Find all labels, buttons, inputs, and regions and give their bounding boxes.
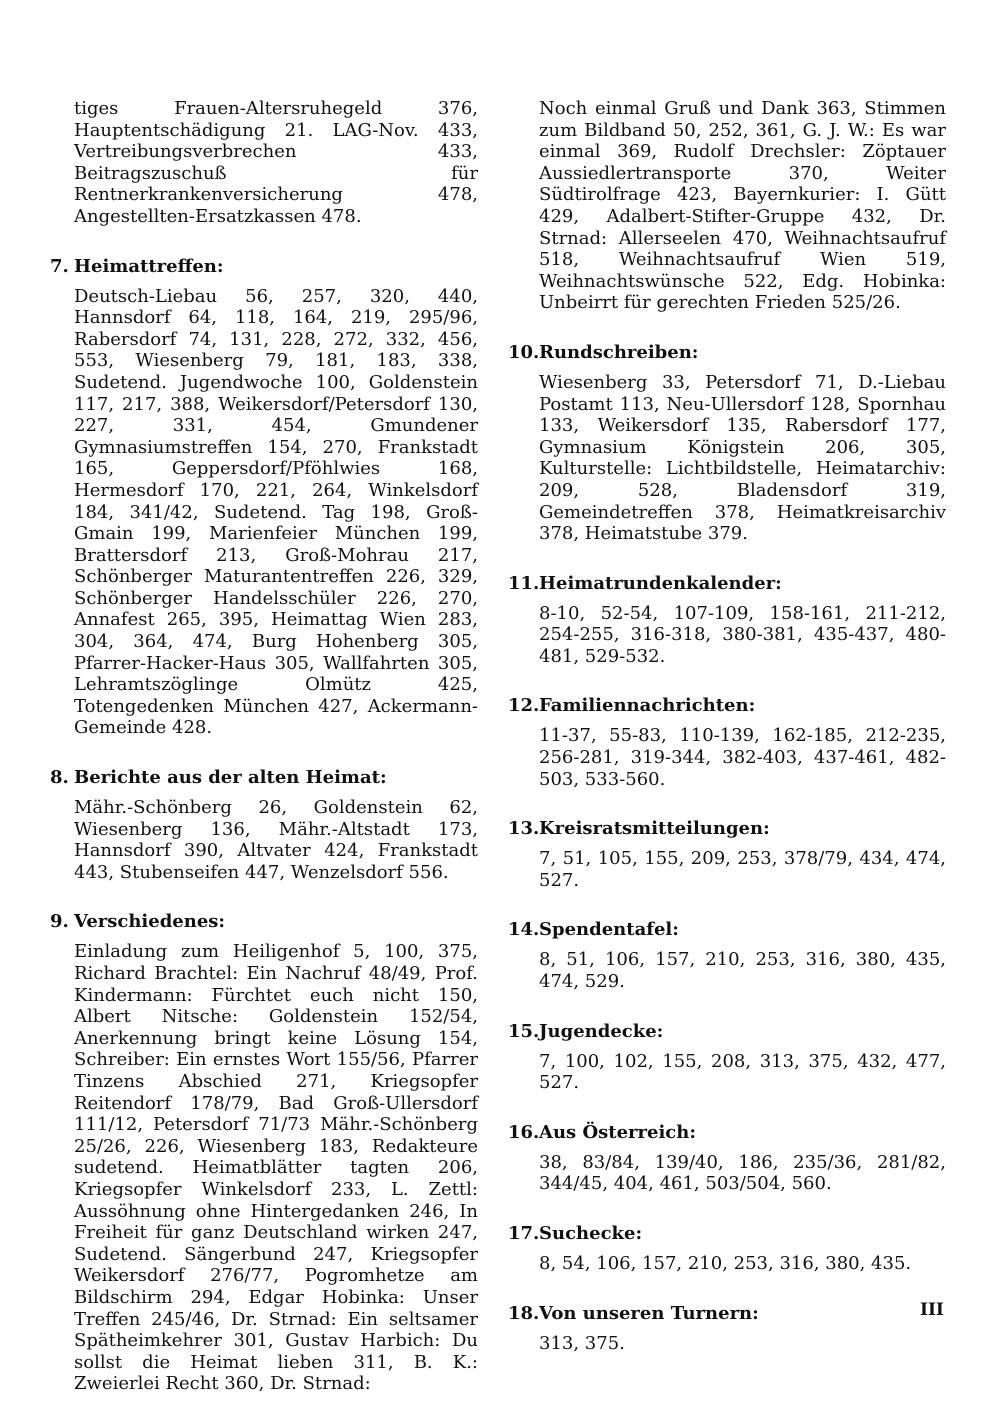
section-heading	[508, 695, 946, 717]
section-text: Einladung zum Heiligenhof 5, 100, 375, Richard Brachtel: Ein Nachruf 48/49, Prof. Kindermann: Fürchtet euch nicht 150, Albert Nitsche: Goldenstein 152/54, Anerkennung bringt keine Lösung 154, Schreiber: Ein ernstes Wort 155/56, Pfarrer Tinzens Abschied 271, Kriegsopfer Reitendorf 178/79, Bad Groß-Ullersdorf 111/12, Petersdorf 71/73 Mähr.-Schönberg 25/26, 226, Wiesenberg 183, Redakteure sudetend. Heimatblätter tagten 206, Kriegsopfer Winkelsdorf 233, L. Zettl: Aussöhnung ohne Hintergedanken 246, In Freiheit für ganz Deutschland wirken 247, Sudetend. Sängerbund 247, Kriegsopfer Weikersdorf 276/77, Pogromhetze am Bildschirm 294, Edgar Hobinka: Unser Treffen 245/46, Dr. Strnad: Ein seltsamer Spätheimkehrer 301, Gustav Harbich: Du sollst die Heimat lieben 311, B. K.: Zweierlei Recht 360, Dr. Strnad:	[74, 941, 478, 1395]
section-title: Familiennachrichten:	[539, 695, 756, 717]
section-text: 8, 54, 106, 157, 210, 253, 316, 380, 435.	[539, 1253, 912, 1274]
section-title: Verschiedenes:	[74, 911, 226, 933]
section-title: Berichte aus der alten Heimat:	[74, 767, 387, 789]
section-text: 313, 375.	[539, 1332, 625, 1354]
section-jugendecke	[508, 1021, 946, 1094]
section-text: 8, 51, 106, 157, 210, 253, 316, 380, 435, 474, 529.	[539, 949, 946, 993]
page-number: III	[920, 1300, 944, 1320]
section-heading	[508, 342, 946, 364]
section-aus-oesterreich	[508, 1122, 946, 1195]
section-heimattreffen	[50, 256, 478, 739]
section-number: 15.	[508, 1020, 540, 1042]
section-number: 13.	[508, 818, 540, 840]
section-heading	[50, 256, 478, 278]
right-column	[508, 98, 946, 1354]
section-text: 7, 100, 102, 155, 208, 313, 375, 432, 477, 527.	[539, 1050, 946, 1094]
section-text: 8-10, 52-54, 107-109, 158-161, 211-212, 254-255, 316-318, 380-381, 435-437, 480-481, 529-532.	[539, 602, 946, 667]
section-title: Von unseren Turnern:	[539, 1302, 759, 1324]
section-spendentafel	[508, 919, 946, 992]
section-turner	[508, 1303, 946, 1355]
section-title: Aus Österreich:	[539, 1121, 696, 1143]
section-heading	[508, 1122, 946, 1144]
section-title: Jugendecke:	[539, 1020, 664, 1042]
section-verschiedenes	[50, 911, 478, 1394]
section-number: 7.	[50, 255, 69, 277]
section-heading	[508, 1021, 946, 1043]
section-title: Heimattreffen:	[74, 255, 224, 277]
section-number: 8.	[50, 767, 69, 789]
section-number: 17.	[508, 1223, 540, 1244]
section-text: Mähr.-Schönberg 26, Goldenstein 62, Wiesenberg 136, Mähr.-Altstadt 173, Hannsdorf 390, Altvater 424, Frankstadt 443, Stubenseifen 447, Wenzelsdorf 556.	[74, 797, 478, 883]
section-text: 11-37, 55-83, 110-139, 162-185, 212-235, 256-281, 319-344, 382-403, 437-461, 482-503, 533-560.	[539, 725, 946, 790]
section-text: Wiesenberg 33, Petersdorf 71, D.-Liebau Postamt 113, Neu-Ullersdorf 128, Spornhau 133, Weikersdorf 135, Rabersdorf 177, Gymnasium Königstein 206, 305, Kulturstelle: Lichtbildstelle, Heimatarchiv: 209, 528, Bladensdorf 319, Gemeindetreffen 378, Heimatkreisarchiv 378, Heimatstube 379.	[539, 371, 946, 545]
section-number: 9.	[50, 911, 69, 933]
section-heading	[508, 919, 946, 941]
section-text: Deutsch-Liebau 56, 257, 320, 440, Hannsdorf 64, 118, 164, 219, 295/96, Rabersdorf 74, 131, 228, 272, 332, 456, 553, Wiesenberg 79, 181, 183, 338, Sudetend. Jugendwoche 100, Goldenstein 117, 217, 388, Weikersdorf/Petersdorf 130, 227, 331, 454, Gmundener Gymnasiumstreffen 154, 270, Frankstadt 165, Geppersdorf/Pföhlwies 168, Hermesdorf 170, 221, 264, Winkelsdorf 184, 341/42, Sudetend. Tag 198, Groß-Gmain 199, Marienfeier München 199, Brattersdorf 213, Groß-Mohrau 217, Schönberger Maturantentreffen 226, 329, Schönberger Handelsschüler 226, 270, Annafest 265, 395, Heimattag Wien 283, 304, 364, 474, Burg Hohenberg 305, Pfarrer-Hacker-Haus 305, Wallfahrten 305, Lehramtszöglinge Olmütz 425, Totengedenken München 427, Ackermann-Gemeinde 428.	[74, 285, 478, 739]
section-title: Kreisratsmitteilungen:	[539, 818, 770, 840]
section-familiennachrichten	[508, 695, 946, 790]
section-suchecke	[508, 1223, 946, 1275]
section-text: 7, 51, 105, 155, 209, 253, 378/79, 434, 474, 527.	[539, 848, 946, 891]
section-number: 11.	[508, 572, 540, 594]
left-column	[50, 98, 478, 1395]
section-rundschreiben	[508, 342, 946, 545]
section-heading	[50, 767, 478, 789]
intro-continuation: tiges Frauen-Altersruhegeld 376, Hauptentschädigung 21. LAG-Nov. 433, Vertreibungsverbrechen 433, Beitragszuschuß für Rentnerkrankenversicherung 478, Angestellten-Ersatzkassen 478.	[74, 98, 478, 227]
section-kreisratsmitteilungen	[508, 818, 946, 891]
section-heimatrundenkalender	[508, 573, 946, 668]
section-heading	[50, 911, 478, 933]
section-title: Heimatrundenkalender:	[539, 572, 782, 594]
section-berichte	[50, 767, 478, 883]
section-title: Suchecke:	[539, 1223, 643, 1244]
section-title: Rundschreiben:	[539, 341, 699, 363]
section-number: 12.	[508, 695, 540, 717]
section-heading	[508, 1223, 946, 1245]
verschiedenes-continuation: Noch einmal Gruß und Dank 363, Stimmen zum Bildband 50, 252, 361, G. J. W.: Es war einmal 369, Rudolf Drechsler: Zöptauer Aussiedlertransporte 370, Weiter Südtirolfrage 423, Bayernkurier: I. Gütt 429, Adalbert-Stifter-Gruppe 432, Dr. Strnad: Allerseelen 470, Weihnachtsaufruf 518, Weihnachtsaufruf Wien 519, Weihnachtswünsche 522, Edg. Hobinka: Unbeirrt für gerechten Frieden 525/26.	[539, 98, 946, 314]
section-number: 10.	[508, 341, 540, 363]
section-heading	[508, 573, 946, 595]
section-number: 14.	[508, 919, 540, 941]
section-text: 38, 83/84, 139/40, 186, 235/36, 281/82, 344/45, 404, 461, 503/504, 560.	[539, 1151, 946, 1195]
section-number: 18.	[508, 1302, 540, 1324]
section-heading	[508, 1303, 946, 1325]
section-title: Spendentafel:	[539, 919, 679, 941]
section-number: 16.	[508, 1121, 540, 1143]
section-heading	[508, 818, 946, 840]
